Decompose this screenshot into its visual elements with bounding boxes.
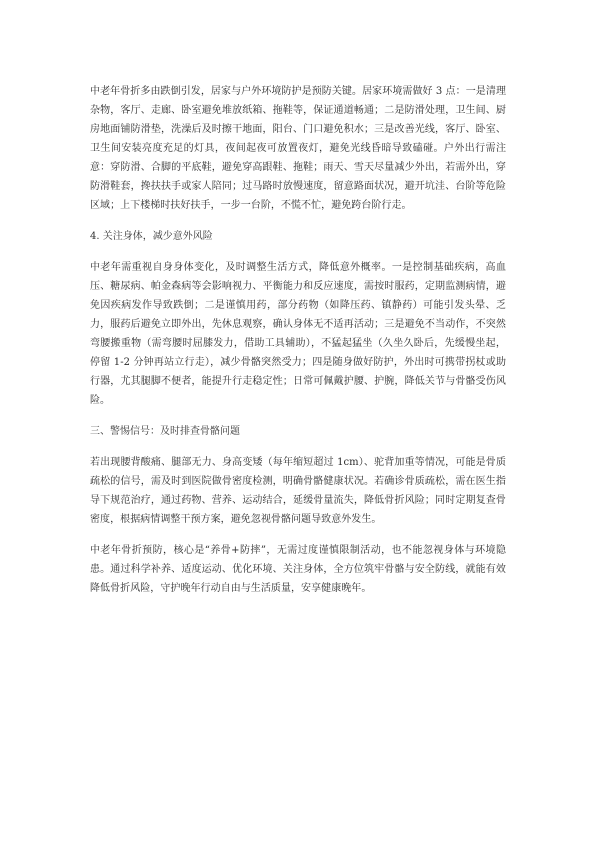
document-page [90,82,506,598]
section-heading-warning-signals: 三、警惕信号：及时排查骨骼问题 [90,426,240,437]
paragraph-conclusion: 中老年骨折预防，核心是“养骨+防摔”，无需过度谨慎限制活动，也不能忽视身体与环境隐患。通过科学补养、适度运动、优化环境、关注身体，全方位筑牢骨骼与安全防线，就能有效降低骨折风险，守护晚年行动自由与生活质量，安享健康晚年。 [90,545,506,594]
paragraph-body-care: 中老年需重视自身身体变化，及时调整生活方式，降低意外概率。一是控制基础疾病，高血压、糖尿病、帕金森病等会影响视力、平衡能力和反应速度，需按时服药，定期监测病情，避免因疾病发作导致跌倒；二是谨慎用药，部分药物（如降压药、镇静药）可能引发头晕、乏力，服药后避免立即外出，先休息观察，确认身体无不适再活动；三是避免不当动作，不突然弯腰搬重物（需弯腰时屈膝发力，借助工具辅助），不猛起猛坐（久坐久卧后，先缓慢坐起，停留 1-2 分钟再站立行走），减少骨骼突然受力；四是随身做好防护，外出时可携带拐杖或助行器，尤其腿脚不便者，能提升行走稳定性；日常可佩戴护腰、护腕，降低关节与骨骼受伤风险。 [90,262,506,406]
paragraph-warning-signals: 若出现腰背酸痛、腿部无力、身高变矮（每年缩短超过 1cm）、驼背加重等情况，可能是骨质疏松的信号，需及时到医院做骨密度检测，明确骨骼健康状况。若确诊骨质疏松，需在医生指导下规范治疗，通过药物、营养、运动结合，延缓骨量流失，降低骨折风险；同时定期复查骨密度，根据病情调整干预方案，避免忽视骨骼问题导致意外发生。 [90,457,506,525]
section-heading-body-care: 4. 关注身体，减少意外风险 [90,231,213,242]
paragraph-environment-protection: 中老年骨折多由跌倒引发，居家与户外环境防护是预防关键。居家环境需做好 3 点：一是清理杂物，客厅、走廊、卧室避免堆放纸箱、拖鞋等，保证通道畅通；二是防滑处理，卫生间、厨房地面铺防滑垫，洗澡后及时擦干地面，阳台、门口避免积水；三是改善光线，客厅、卧室、卫生间安装亮度充足的灯具，夜间起夜可放置夜灯，避免光线昏暗导致磕碰。户外出行需注意：穿防滑、合脚的平底鞋，避免穿高跟鞋、拖鞋；雨天、雪天尽量减少外出，若需外出，穿防滑鞋套，搀扶扶手或家人陪同；过马路时放慢速度，留意路面状况，避开坑洼、台阶等危险区域；上下楼梯时扶好扶手，一步一台阶，不慌不忙，避免跨台阶行走。 [90,86,506,211]
